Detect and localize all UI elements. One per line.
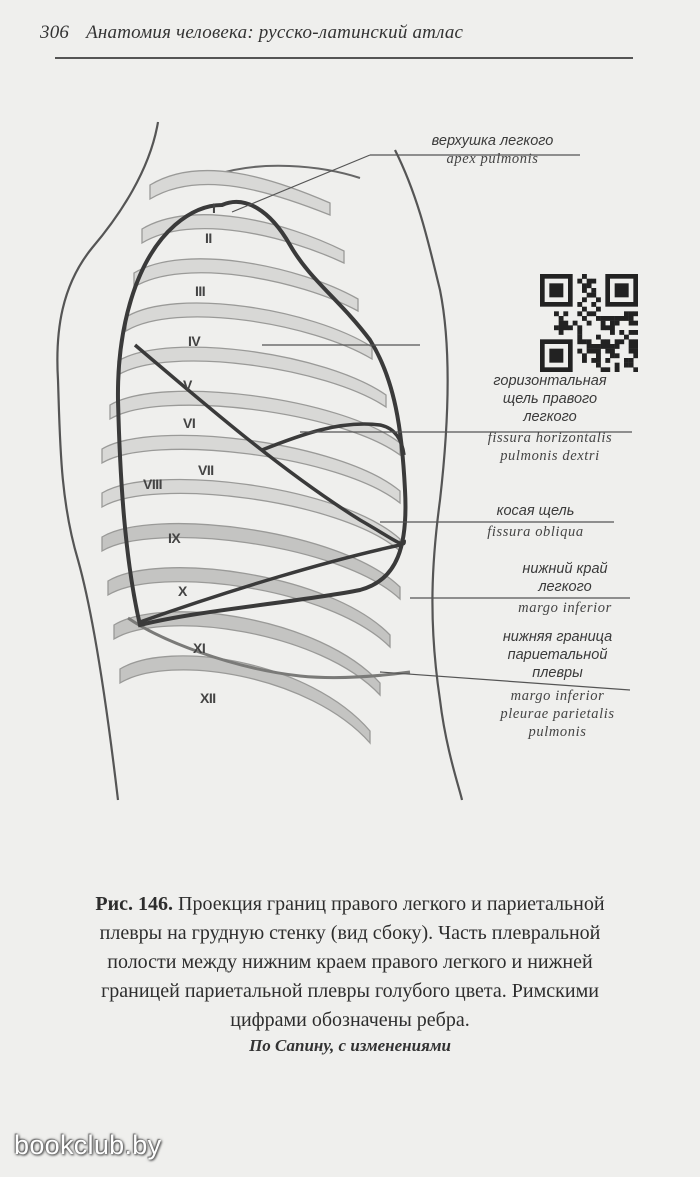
qr-code (540, 274, 638, 372)
running-title: Анатомия человека: русско-латинский атлас (86, 22, 464, 43)
label-pleura-ru-2: париетальной (507, 647, 608, 663)
figure-number: Рис. 146. (95, 893, 174, 915)
label-horizontal-fissure (465, 372, 635, 465)
label-inferior-margin (490, 560, 640, 617)
rib-2 (142, 215, 344, 263)
label-pleura-la-3: pulmonis (528, 724, 587, 740)
rib-3 (134, 259, 358, 311)
label-oblique-la: fissura obliqua (487, 524, 584, 540)
rib-numeral-VII: VII (198, 462, 214, 478)
label-inferior-ru-1: нижний край (522, 561, 608, 577)
label-pleura-la-2: pleurae parietalis (500, 706, 615, 722)
rib-numeral-III: III (195, 283, 206, 299)
rib-numeral-XI: XI (193, 640, 206, 656)
caption-text: Проекция границ правого легкого и париетальной плевры на грудную стенку (вид сбоку). Часть плевральной полости между нижним краем правого легкого и нижней границей париетальной плевры голубого цвета. Римскими цифрами обозначены ребра. (99, 893, 605, 1031)
ribs-group (102, 171, 400, 743)
figure-caption (70, 890, 630, 1057)
anatomical-figure (0, 60, 700, 860)
rib-numeral-II: II (205, 230, 212, 246)
rib-numeral-IX: IX (168, 530, 181, 546)
page-number: 306 (40, 22, 70, 43)
label-horizontal-la-1: fissura horizontalis (487, 430, 613, 446)
label-apex-la: apex pulmonis (446, 151, 539, 167)
rib-numeral-X: X (178, 583, 187, 599)
rib-numeral-V: V (183, 377, 192, 393)
label-apex-ru: верхушка легкого (431, 133, 554, 149)
label-horizontal-ru-1: горизонтальная (493, 373, 607, 389)
caption-source: По Сапину, с изменениями (249, 1036, 451, 1055)
rib-numeral-VI: VI (183, 415, 196, 431)
rib-numeral-VIII: VIII (143, 476, 163, 492)
label-pleura-la-1: margo inferior (510, 688, 605, 704)
running-head (40, 22, 640, 44)
label-inferior-la: margo inferior (518, 600, 612, 616)
rib-numeral-I: I (212, 200, 216, 216)
header-rule (55, 57, 633, 59)
qr-code-graphic (540, 274, 638, 372)
watermark-logo: bookclub.by (14, 1130, 162, 1160)
label-pleura-ru-1: нижняя граница (502, 629, 613, 645)
rib-numeral-XII: XII (200, 690, 216, 706)
label-horizontal-ru-3: легкого (523, 409, 577, 425)
label-apex (405, 132, 580, 168)
label-pleura-ru-3: плевры (532, 665, 583, 681)
label-pleural-border (475, 628, 640, 741)
label-inferior-ru-2: легкого (538, 579, 592, 595)
body-contour-left (57, 122, 158, 800)
rib-11 (114, 612, 380, 695)
label-oblique-fissure (448, 502, 623, 541)
label-horizontal-ru-2: щель правого (502, 391, 598, 407)
rib-12 (120, 656, 370, 743)
label-horizontal-la-2: pulmonis dextri (500, 448, 600, 464)
label-oblique-ru: косая щель (496, 503, 575, 519)
rib-numeral-IV: IV (188, 333, 201, 349)
